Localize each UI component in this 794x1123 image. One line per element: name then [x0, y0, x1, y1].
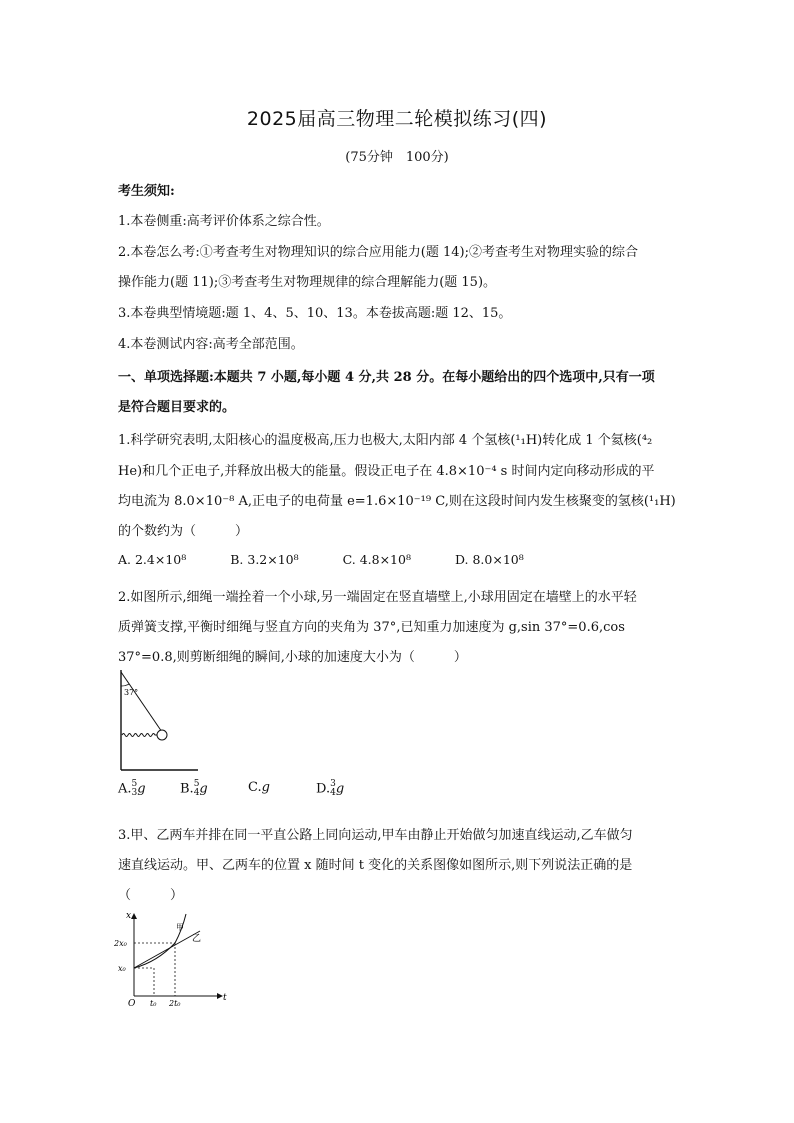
option-c[interactable]: C. 4.8×10⁸ — [342, 552, 411, 567]
x-tick-2t0: 2t₀ — [169, 999, 181, 1008]
notice-item: 4.本卷测试内容:高考全部范围。 — [118, 337, 304, 352]
x-tick-t0: t₀ — [150, 999, 157, 1008]
question-1-text: 的个数约为（ ） — [118, 524, 249, 539]
option-a[interactable]: A. 5 3 g — [118, 779, 146, 798]
question-2-text: 质弹簧支撑,平衡时细绳与竖直方向的夹角为 37°,已知重力加速度为 g,sin 37°=0.6,cos — [118, 620, 625, 635]
label-yi: 乙 — [192, 934, 202, 944]
section-heading-cont: 是符合题目要求的。 — [118, 400, 236, 415]
option-b[interactable]: B. 5 4 g — [180, 779, 208, 798]
page-title: 2025届高三物理二轮模拟练习(四) — [246, 108, 548, 130]
y-tick-x0: x₀ — [118, 964, 126, 973]
y-axis-label: x — [126, 911, 132, 921]
question-3-text: （ ） — [118, 888, 184, 903]
question-1-options — [118, 552, 564, 567]
page-subtitle: (75分钟 100分) — [345, 150, 449, 165]
question-3-text: 速直线运动。甲、乙两车的位置 x 随时间 t 变化的关系图像如图所示,则下列说法正确的是 — [118, 858, 633, 873]
angle-label: 37° — [124, 688, 139, 697]
option-c[interactable]: C.g — [248, 780, 270, 795]
y-tick-2x0: 2x₀ — [114, 939, 127, 948]
question-3-text: 3.甲、乙两车并排在同一平直公路上同向运动,甲车由静止开始做匀加速直线运动,乙车做匀 — [118, 828, 633, 843]
section-heading: 一、单项选择题:本题共 7 小题,每小题 4 分,共 28 分。在每小题给出的四个选项中,只有一项 — [118, 370, 655, 385]
question-2-figure — [116, 668, 202, 774]
label-jia: 甲 — [176, 923, 184, 932]
question-1-text: 1.科学研究表明,太阳核心的温度极高,压力也极大,太阳内部 4 个氢核(¹₁H)转化成 1 个氦核(⁴₂ — [118, 433, 653, 448]
option-a[interactable]: A. 2.4×10⁸ — [118, 552, 187, 567]
notice-item: 操作能力(题 11);③考查考生对物理规律的综合理解能力(题 15)。 — [118, 275, 497, 290]
question-2-text: 37°=0.8,则剪断细绳的瞬间,小球的加速度大小为（ ） — [118, 650, 467, 665]
question-1-text: 均电流为 8.0×10⁻⁸ A,正电子的电荷量 e=1.6×10⁻¹⁹ C,则在这段时间内发生核聚变的氢核(¹₁H) — [118, 494, 676, 509]
spring — [122, 734, 157, 737]
ball — [157, 730, 167, 740]
origin-label: O — [128, 999, 136, 1009]
question-3-graph — [112, 908, 236, 1012]
option-b[interactable]: B. 3.2×10⁸ — [230, 552, 299, 567]
question-2-text: 2.如图所示,细绳一端拴着一个小球,另一端固定在竖直墙壁上,小球用固定在墙壁上的水平轻 — [118, 590, 637, 605]
line-yi — [134, 931, 200, 968]
notice-item: 1.本卷侧重:高考评价体系之综合性。 — [118, 214, 330, 229]
notice-item: 3.本卷典型情境题:题 1、4、5、10、13。本卷拔高题:题 12、15。 — [118, 306, 512, 321]
notice-heading: 考生须知: — [118, 184, 175, 199]
x-axis-label: t — [223, 993, 227, 1003]
notice-item: 2.本卷怎么考:①考查考生对物理知识的综合应用能力(题 14);②考查考生对物理实验的综合 — [118, 245, 638, 260]
option-d[interactable]: D. 3 4 g — [316, 779, 345, 798]
question-1-text: He)和几个正电子,并释放出极大的能量。假设正电子在 4.8×10⁻⁴ s 时间内定向移动形成的平 — [118, 464, 655, 479]
option-d[interactable]: D. 8.0×10⁸ — [454, 552, 524, 567]
